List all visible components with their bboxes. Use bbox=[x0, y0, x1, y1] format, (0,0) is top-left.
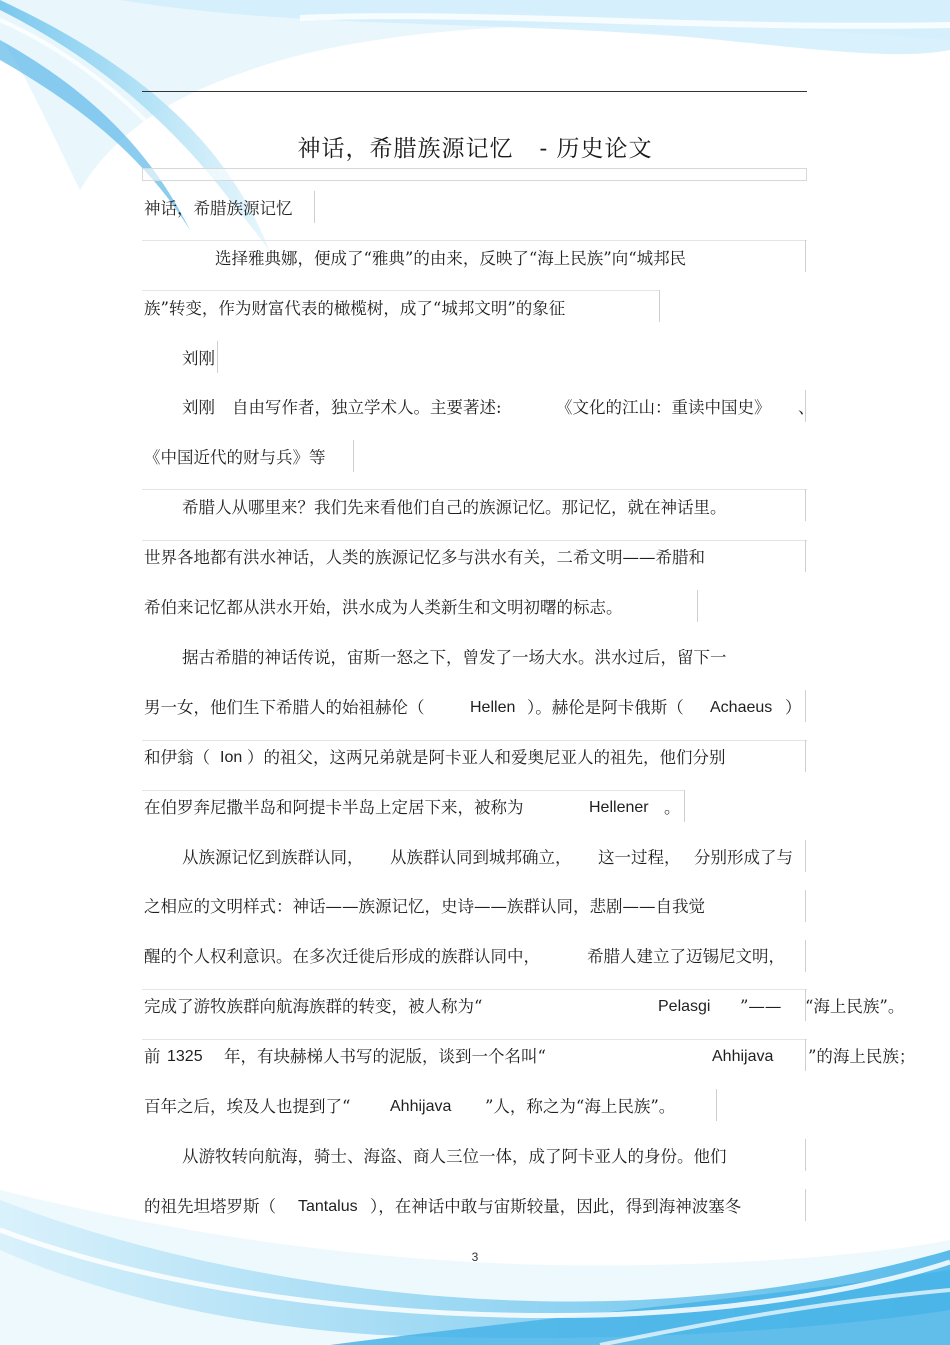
layout-rule bbox=[716, 1089, 717, 1121]
layout-rule bbox=[142, 740, 807, 741]
latin-term: Tantalus bbox=[298, 1198, 358, 1215]
layout-rule bbox=[142, 989, 807, 990]
text-line: 完成了游牧族群向航海族群的转变，被人称为“ bbox=[144, 997, 483, 1016]
latin-term: Hellen bbox=[470, 699, 516, 716]
layout-rule bbox=[142, 489, 807, 490]
text-line: 世界各地都有洪水神话，人类的族源记忆多与洪水有关，二希文明——希腊和 bbox=[144, 548, 705, 567]
layout-rule bbox=[805, 540, 806, 572]
layout-rule bbox=[805, 690, 806, 722]
text-line: ”的海上民族； bbox=[808, 1047, 916, 1066]
layout-rule bbox=[142, 1039, 807, 1040]
layout-rule bbox=[805, 1189, 806, 1221]
text-line: ） bbox=[785, 698, 802, 717]
text-line: ）。赫伦是阿卡俄斯（ bbox=[527, 698, 684, 717]
text-line: 希腊人从哪里来？我们先来看他们自己的族源记忆。那记忆，就在神话里。 bbox=[182, 498, 727, 517]
book-title: 《文化的江山：重读中国史》 bbox=[556, 398, 771, 417]
text-line: ”人，称之为“海上民族”。 bbox=[485, 1097, 676, 1116]
layout-rule bbox=[805, 740, 806, 772]
text-line: ”—— bbox=[740, 997, 782, 1016]
text-line: 男一女，他们生下希腊人的始祖赫伦（ bbox=[144, 698, 425, 717]
layout-rule bbox=[353, 440, 354, 472]
author-bio-name: 刘刚 bbox=[182, 398, 215, 417]
text-line: 这一过程， bbox=[598, 848, 681, 867]
title-main: 神话，希腊族源记忆 bbox=[297, 136, 514, 162]
latin-term: Achaeus bbox=[710, 699, 773, 716]
text-line: 的祖先坦塔罗斯（ bbox=[144, 1197, 276, 1216]
text-line: 从游牧转向航海，骑士、海盗、商人三位一体，成了阿卡亚人的身份。他们 bbox=[182, 1147, 727, 1166]
text-line: 。 bbox=[664, 798, 681, 817]
layout-rule bbox=[659, 290, 660, 322]
text-line: 从族源记忆到族群认同， bbox=[182, 848, 364, 867]
layout-rule bbox=[805, 940, 806, 972]
layout-rule bbox=[805, 489, 806, 521]
layout-rule bbox=[142, 290, 660, 291]
layout-rule bbox=[805, 890, 806, 922]
latin-term: Pelasgi bbox=[658, 998, 711, 1015]
text-line: 《中国近代的财与兵》等 bbox=[144, 448, 326, 467]
text-line: “海上民族”。 bbox=[805, 997, 905, 1016]
layout-rule bbox=[805, 1039, 806, 1071]
latin-term: Ion bbox=[220, 749, 243, 766]
text-line: 年，有块赫梯人书写的泥版，谈到一个名叫“ bbox=[224, 1047, 546, 1066]
latin-term: Ahhijava bbox=[390, 1098, 452, 1115]
text-line: 希伯来记忆都从洪水开始，洪水成为人类新生和文明初曙的标志。 bbox=[144, 598, 623, 617]
text-line: 之相应的文明样式：神话——族源记忆，史诗——族群认同，悲剧——自我觉 bbox=[144, 897, 705, 916]
layout-rule bbox=[805, 840, 806, 872]
text-line: ），在神话中敢与宙斯较量，因此，得到海神波塞冬 bbox=[370, 1197, 742, 1216]
page-title bbox=[0, 130, 950, 163]
text-line: 分别形成了与 bbox=[694, 848, 793, 867]
text-line: 百年之后，埃及人也提到了“ bbox=[144, 1097, 351, 1116]
text-line: 希腊人建立了迈锡尼文明， bbox=[587, 947, 785, 966]
layout-rule bbox=[142, 240, 807, 241]
layout-rule bbox=[684, 790, 685, 822]
page-number: 3 bbox=[471, 1250, 479, 1264]
text-line: 据古希腊的神话传说，宙斯一怒之下，曾发了一场大水。洪水过后，留下一 bbox=[182, 648, 727, 667]
header-rule bbox=[142, 91, 807, 92]
text-line: 醒的个人权利意识。在多次迁徙后形成的族群认同中， bbox=[144, 947, 540, 966]
text-line: 族”转变，作为财富代表的橄榄树，成了“城邦文明”的象征 bbox=[144, 299, 566, 318]
author-name: 刘刚 bbox=[182, 349, 215, 368]
layout-rule bbox=[805, 1139, 806, 1171]
text-line: 前 bbox=[144, 1047, 161, 1066]
layout-rule bbox=[805, 240, 806, 272]
text-line: 在伯罗奔尼撒半岛和阿提卡半岛上定居下来，被称为 bbox=[144, 798, 524, 817]
text-line: 选择雅典娜，便成了“雅典”的由来，反映了“海上民族”向“城邦民 bbox=[215, 249, 687, 268]
layout-rule bbox=[697, 590, 698, 622]
layout-rule bbox=[314, 191, 315, 223]
year: 1325 bbox=[167, 1048, 203, 1065]
text-line: ）的祖父，这两兄弟就是阿卡亚人和爱奥尼亚人的祖先，他们分别 bbox=[247, 748, 726, 767]
author-bio: 自由写作者，独立学术人。主要著述: bbox=[232, 398, 502, 417]
latin-term: Hellener bbox=[589, 799, 649, 816]
text-line: 神话，希腊族源记忆 bbox=[144, 199, 293, 218]
punctuation: 、 bbox=[798, 398, 815, 417]
layout-rule bbox=[142, 540, 807, 541]
title-suffix: - 历史论文 bbox=[539, 136, 653, 162]
latin-term: Ahhijava bbox=[712, 1048, 774, 1065]
layout-rule bbox=[217, 341, 218, 373]
text-line: 从族群认同到城邦确立， bbox=[390, 848, 572, 867]
layout-rule bbox=[142, 790, 685, 791]
text-line: 和伊翁（ bbox=[144, 748, 210, 767]
title-underline-box bbox=[142, 168, 807, 181]
